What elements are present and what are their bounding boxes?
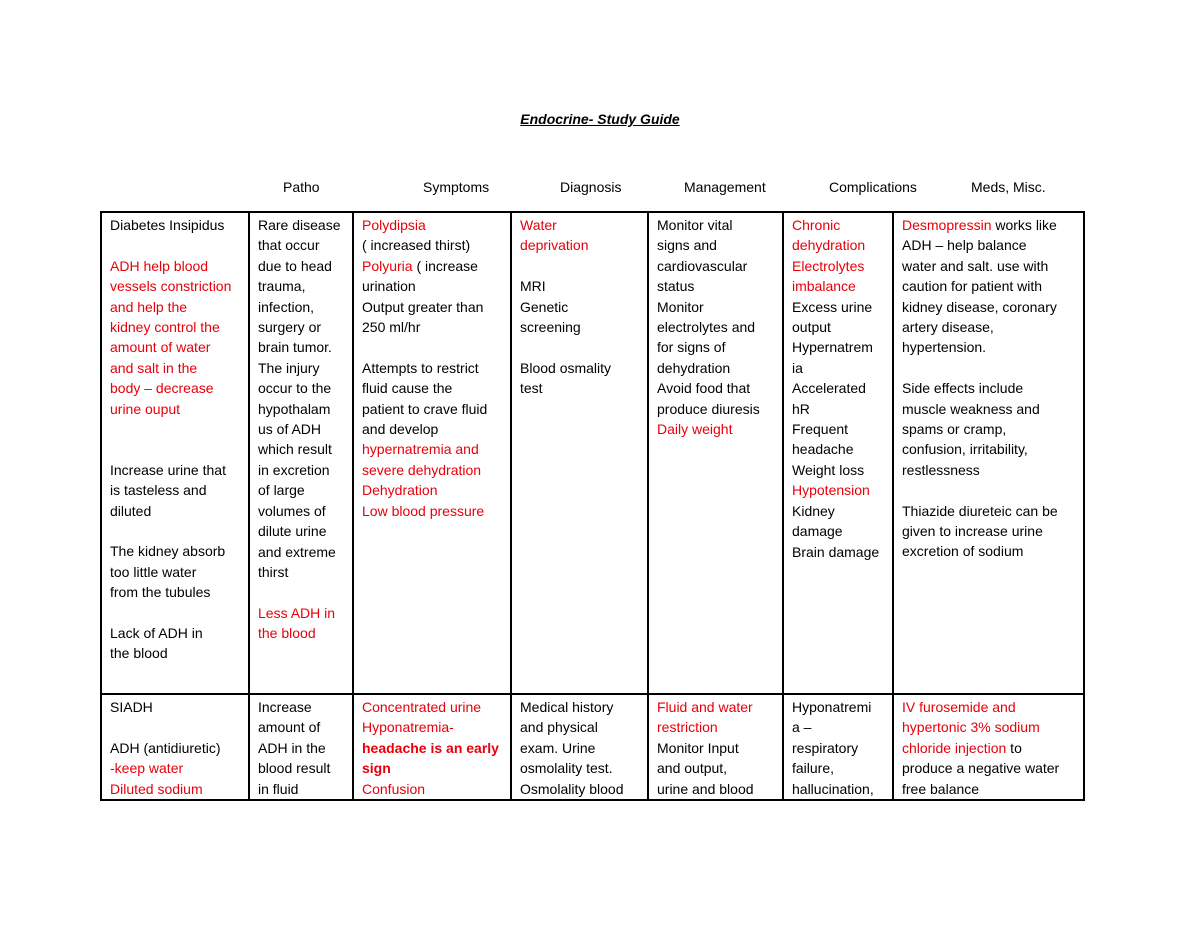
cell-line	[902, 738, 1077, 758]
cell-line: occur to the	[258, 380, 332, 397]
cell-line: a –	[792, 719, 812, 736]
cell-line	[902, 215, 1077, 235]
cell-text-segment: Thiazide diureteic can be	[902, 502, 1058, 519]
cell-line: MRI	[520, 278, 546, 295]
cell-line	[902, 480, 1077, 500]
cell-line	[362, 276, 504, 296]
cell-line	[362, 378, 504, 398]
column-header-symptoms: Symptoms	[423, 179, 490, 195]
cell-line: Electrolytes	[792, 257, 865, 274]
cell-text-segment: works like	[991, 217, 1057, 233]
cell-line: which result	[258, 441, 332, 458]
column-header-management: Management	[684, 179, 766, 195]
cell-line: and salt in the	[110, 359, 198, 376]
cell-text-segment: free balance	[902, 780, 980, 797]
cell-patho	[249, 212, 353, 694]
cell-line	[362, 235, 504, 255]
cell-line: infection,	[258, 298, 315, 315]
cell-line: respiratory	[792, 739, 859, 756]
cell-line	[362, 256, 504, 276]
cell-line: Frequent	[792, 421, 849, 438]
cell-line	[362, 480, 504, 500]
cell-line: imbalance	[792, 278, 856, 295]
cell-text-segment: Low blood pressure	[362, 502, 485, 519]
cell-line: ia	[792, 359, 803, 376]
cell-text-segment: and develop	[362, 421, 439, 438]
cell-line: Increase urine that	[110, 461, 226, 478]
cell-text-segment: Dehydration	[362, 482, 438, 499]
cell-line: Fluid and water	[657, 699, 753, 715]
column-header-meds: Meds, Misc.	[971, 179, 1046, 195]
study-guide-table	[100, 211, 1085, 801]
cell-line: deprivation	[520, 237, 589, 254]
cell-line	[902, 419, 1077, 439]
cell-line: dilute urine	[258, 523, 327, 540]
cell-symptoms	[353, 212, 511, 694]
cell-line: damage	[792, 523, 843, 540]
cell-text-segment: spams or cramp,	[902, 421, 1007, 438]
document-title: Endocrine- Study Guide	[520, 111, 680, 127]
cell-line: status	[657, 278, 695, 295]
cell-line: Hypotension	[792, 482, 870, 499]
cell-line: ADH in the	[258, 739, 326, 756]
cell-line: Hyponatremi	[792, 699, 872, 715]
cell-text-segment: chloride injection	[902, 739, 1007, 756]
cell-text-segment: kidney disease, coronary	[902, 298, 1057, 315]
cell-meds	[893, 694, 1084, 800]
cell-line: Concentrated urine	[362, 699, 482, 715]
cell-line: body – decrease	[110, 380, 214, 397]
cell-text-segment: hypertension.	[902, 339, 987, 356]
cell-line: Osmolality blood	[520, 780, 624, 797]
cell-text-segment: restlessness	[902, 461, 980, 478]
cell-line	[110, 603, 242, 623]
cell-line	[902, 256, 1077, 276]
cell-line: dehydration	[792, 237, 866, 254]
cell-line: is tasteless and	[110, 482, 207, 499]
cell-line: thirst	[258, 563, 289, 580]
cell-line: ADH help blood	[110, 257, 209, 274]
column-header-diagnosis: Diagnosis	[560, 179, 622, 195]
cell-line: screening	[520, 319, 581, 336]
cell-text-segment: patient to crave fluid	[362, 400, 488, 417]
cell-condition	[101, 694, 249, 800]
cell-line: produce diuresis	[657, 400, 760, 417]
cell-line: diluted	[110, 502, 152, 519]
cell-line: urine ouput	[110, 400, 181, 417]
cell-line	[902, 697, 1077, 717]
cell-line: hallucination,	[792, 780, 874, 797]
cell-line	[110, 521, 242, 541]
cell-line	[520, 256, 641, 276]
cell-line: kidney control the	[110, 319, 220, 336]
cell-line: Monitor	[657, 298, 704, 315]
cell-text-segment: hypernatremia and	[362, 441, 479, 458]
cell-line: brain tumor.	[258, 339, 332, 356]
cell-line: Genetic	[520, 298, 569, 315]
cell-line: ADH (antidiuretic)	[110, 739, 221, 756]
cell-text-segment: given to increase urine	[902, 523, 1043, 540]
cell-complications	[783, 212, 893, 694]
cell-line	[902, 358, 1077, 378]
cell-line: urine and blood	[657, 780, 754, 797]
cell-line: too little water	[110, 563, 197, 580]
cell-text-segment: fluid cause the	[362, 380, 453, 397]
cell-line: -keep water	[110, 760, 184, 777]
cell-line	[362, 215, 504, 235]
table-row-siadh	[101, 694, 1084, 800]
cell-line: exam. Urine	[520, 739, 596, 756]
cell-text-segment: caution for patient with	[902, 278, 1043, 295]
cell-line: Avoid food that	[657, 380, 751, 397]
cell-line: in excretion	[258, 461, 330, 478]
column-header-complications: Complications	[829, 179, 917, 195]
column-header-patho: Patho	[283, 179, 320, 195]
cell-line	[902, 521, 1077, 541]
cell-line: surgery or	[258, 319, 322, 336]
cell-line	[902, 439, 1077, 459]
cell-text-segment: ( increased thirst)	[362, 237, 471, 254]
cell-line	[520, 337, 641, 357]
cell-line: signs and	[657, 237, 717, 254]
cell-complications	[783, 694, 893, 800]
cell-text-segment: urination	[362, 278, 416, 295]
cell-line: Less ADH in	[258, 604, 336, 621]
cell-text-segment: severe dehydration	[362, 461, 482, 478]
cell-text-segment: hypertonic 3% sodium	[902, 719, 1040, 736]
cell-line	[902, 758, 1077, 778]
cell-line	[902, 317, 1077, 337]
cell-text-segment: excretion of sodium	[902, 543, 1024, 560]
cell-line: amount of water	[110, 339, 211, 356]
cell-line	[362, 460, 504, 480]
cell-line: dehydration	[657, 359, 731, 376]
cell-line: hR	[792, 400, 810, 417]
cell-line: sign	[362, 760, 391, 777]
cell-line	[110, 419, 242, 439]
cell-line	[902, 297, 1077, 317]
cell-line: Brain damage	[792, 543, 880, 560]
cell-line: Hypernatrem	[792, 339, 873, 356]
cell-line: Rare disease	[258, 217, 341, 233]
cell-line: Medical history	[520, 699, 614, 715]
cell-line	[362, 501, 504, 521]
cell-patho	[249, 694, 353, 800]
cell-line	[902, 378, 1077, 398]
cell-text-segment: Polydipsia	[362, 217, 426, 233]
cell-line: Daily weight	[657, 421, 733, 438]
cell-line: and output,	[657, 760, 728, 777]
cell-line	[902, 399, 1077, 419]
cell-line: restriction	[657, 719, 718, 736]
table-row-diabetes-insipidus	[101, 212, 1084, 694]
cell-line: failure,	[792, 760, 835, 777]
cell-line: Hyponatremia-	[362, 719, 454, 736]
cell-line: SIADH	[110, 699, 153, 715]
cell-line: Blood osmality	[520, 359, 612, 376]
cell-meds	[893, 212, 1084, 694]
cell-text-segment: to	[1006, 739, 1022, 756]
cell-line: Lack of ADH in	[110, 625, 203, 642]
cell-line: headache is an early	[362, 739, 499, 756]
cell-line	[110, 717, 242, 737]
cell-line: osmolality test.	[520, 760, 613, 777]
cell-text-segment: artery disease,	[902, 319, 994, 336]
cell-line: and extreme	[258, 543, 336, 560]
cell-text-segment: confusion, irritability,	[902, 441, 1028, 458]
cell-line	[902, 276, 1077, 296]
cell-line	[362, 419, 504, 439]
cell-line	[902, 337, 1077, 357]
cell-line	[902, 541, 1077, 561]
cell-text-segment: IV furosemide and	[902, 699, 1016, 715]
cell-line: Monitor Input	[657, 739, 739, 756]
cell-line	[362, 358, 504, 378]
cell-line: Kidney	[792, 502, 835, 519]
cell-text-segment: produce a negative water	[902, 760, 1060, 777]
cell-line: The injury	[258, 359, 320, 376]
cell-text-segment: Desmopressin	[902, 217, 992, 233]
cell-line: for signs of	[657, 339, 726, 356]
cell-line: and help the	[110, 298, 188, 315]
cell-line: test	[520, 380, 543, 397]
cell-line	[362, 399, 504, 419]
cell-line: and physical	[520, 719, 598, 736]
cell-text-segment: muscle weakness and	[902, 400, 1040, 417]
cell-line	[258, 582, 346, 602]
cell-line: Chronic	[792, 217, 841, 233]
cell-text-segment: 250 ml/hr	[362, 319, 421, 336]
cell-line: us of ADH	[258, 421, 322, 438]
cell-line: from the tubules	[110, 584, 211, 601]
cell-line	[362, 337, 504, 357]
cell-line: electrolytes and	[657, 319, 756, 336]
cell-diagnosis	[511, 212, 648, 694]
cell-text-segment: Side effects include	[902, 380, 1024, 397]
cell-line: hypothalam	[258, 400, 331, 417]
cell-condition	[101, 212, 249, 694]
cell-line	[110, 439, 242, 459]
cell-management	[648, 212, 783, 694]
cell-line: amount of	[258, 719, 321, 736]
cell-text-segment: Polyuria	[362, 257, 413, 274]
cell-line: trauma,	[258, 278, 306, 295]
cell-text-segment: Output greater than	[362, 298, 484, 315]
cell-line: Diluted sodium	[110, 780, 203, 797]
cell-line: Monitor vital	[657, 217, 733, 233]
cell-line: of large	[258, 482, 305, 499]
cell-text-segment: ADH – help balance	[902, 237, 1027, 254]
cell-line: Excess urine	[792, 298, 873, 315]
cell-line: Increase	[258, 699, 312, 715]
cell-line: Weight loss	[792, 461, 865, 478]
cell-line: output	[792, 319, 831, 336]
cell-text-segment: ( increase	[412, 257, 478, 274]
cell-line	[902, 779, 1077, 799]
cell-line: that occur	[258, 237, 320, 254]
cell-line	[902, 717, 1077, 737]
cell-line	[902, 501, 1077, 521]
cell-line: headache	[792, 441, 854, 458]
cell-line: vessels constriction	[110, 278, 232, 295]
cell-line: Accelerated	[792, 380, 866, 397]
cell-line: the blood	[110, 645, 168, 662]
cell-line	[362, 317, 504, 337]
cell-text-segment: water and salt. use with	[902, 257, 1049, 274]
cell-diagnosis	[511, 694, 648, 800]
cell-line	[362, 297, 504, 317]
cell-symptoms	[353, 694, 511, 800]
cell-line: Water	[520, 217, 557, 233]
cell-line	[110, 235, 242, 255]
cell-management	[648, 694, 783, 800]
cell-line: volumes of	[258, 502, 326, 519]
cell-line: the blood	[258, 625, 316, 642]
cell-line: cardiovascular	[657, 257, 748, 274]
cell-line: The kidney absorb	[110, 543, 226, 560]
cell-line	[902, 235, 1077, 255]
cell-line	[902, 460, 1077, 480]
cell-text-segment: Attempts to restrict	[362, 359, 479, 376]
cell-line: Confusion	[362, 780, 426, 797]
cell-line: due to head	[258, 257, 332, 274]
cell-line: in fluid	[258, 780, 299, 797]
cell-line: blood result	[258, 760, 331, 777]
cell-line: Diabetes Insipidus	[110, 217, 225, 233]
cell-line	[362, 439, 504, 459]
